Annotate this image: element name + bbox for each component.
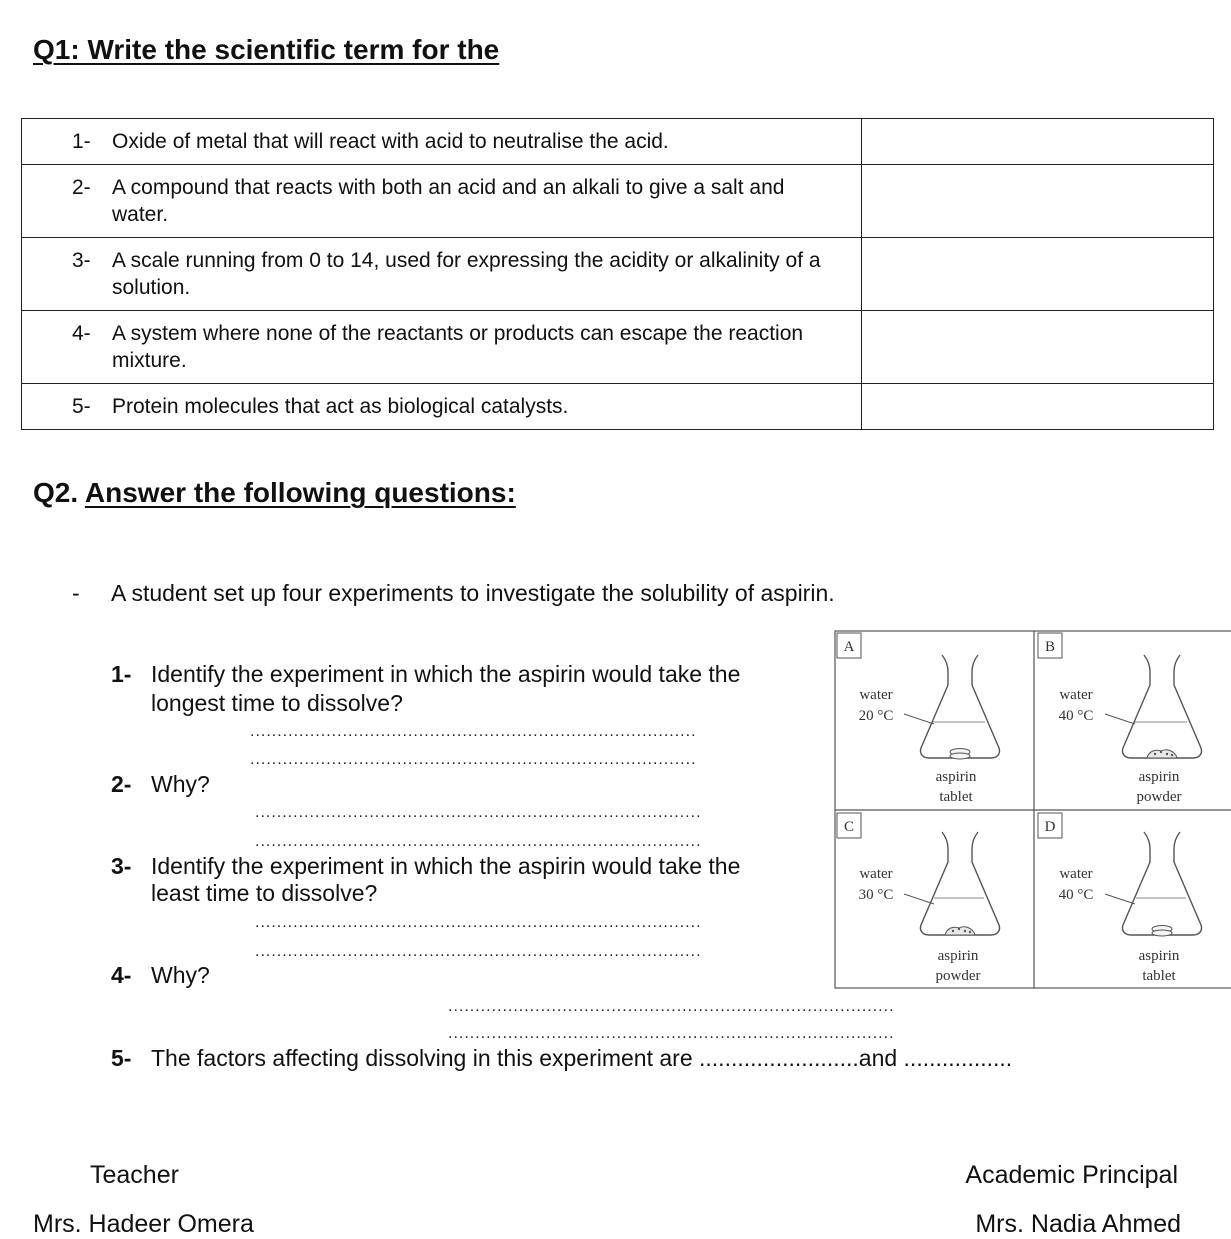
intro-bullet: - xyxy=(72,580,80,606)
question-cell xyxy=(22,311,862,384)
experiment-d-panel xyxy=(1038,813,1202,984)
solid-label: aspirin xyxy=(935,769,977,785)
item-number: 5- xyxy=(72,395,91,418)
answer-line[interactable]: .................................................................................. xyxy=(255,943,702,960)
teacher-name: Mrs. Hadeer Omera xyxy=(33,1210,254,1238)
item-number: 2- xyxy=(72,176,91,199)
flask-icon xyxy=(1122,832,1201,935)
question-number: 2- xyxy=(111,771,132,797)
flask-icon xyxy=(920,655,999,758)
experiment-b-panel xyxy=(1038,633,1202,805)
q2-heading xyxy=(33,477,516,509)
question-cell xyxy=(22,384,862,430)
question-text: The factors affecting dissolving in this experiment are xyxy=(151,1045,693,1071)
answer-blank[interactable]: ................. xyxy=(903,1045,1013,1071)
answer-line[interactable]: .................................................................................. xyxy=(255,914,702,931)
question-text: Why? xyxy=(151,962,210,988)
answer-line[interactable]: .................................................................................. xyxy=(448,1025,895,1042)
solid-label: aspirin xyxy=(1138,769,1180,785)
and-text: and xyxy=(858,1045,898,1071)
aspirin-experiments-diagram xyxy=(834,630,1231,990)
flask-icon xyxy=(920,832,999,935)
question-text-cont: longest time to dissolve? xyxy=(151,690,403,716)
solid-label: aspirin xyxy=(1138,948,1180,964)
flask-icon xyxy=(1122,655,1201,758)
powder-icon xyxy=(945,927,975,935)
liquid-label: water xyxy=(859,866,893,882)
principal-role: Academic Principal xyxy=(965,1161,1178,1189)
experiment-a-panel xyxy=(837,633,1000,805)
temperature-label: 30 °C xyxy=(858,887,894,903)
question-5 xyxy=(111,1045,1012,1072)
question-2 xyxy=(111,771,210,798)
terms-table xyxy=(21,118,1214,430)
item-number: 1- xyxy=(72,130,91,153)
table-row xyxy=(22,311,1214,384)
answer-cell[interactable] xyxy=(861,119,1213,165)
panel-label: D xyxy=(1044,819,1056,835)
question-3 xyxy=(111,853,740,880)
item-text: A scale running from 0 to 14, used for expressing the acidity or alkalinity of a solution. xyxy=(112,249,821,299)
answer-cell[interactable] xyxy=(861,165,1213,238)
question-text: Why? xyxy=(151,771,210,797)
table-row xyxy=(22,238,1214,311)
answer-line[interactable]: .................................................................................. xyxy=(255,804,702,821)
temperature-label: 20 °C xyxy=(858,708,894,724)
principal-name: Mrs. Nadia Ahmed xyxy=(975,1210,1181,1238)
temperature-label: 40 °C xyxy=(1058,708,1094,724)
liquid-label: water xyxy=(1059,687,1093,703)
answer-blank[interactable]: ......................... xyxy=(699,1045,859,1071)
item-text: A compound that reacts with both an acid and an alkali to give a salt and water. xyxy=(112,176,785,226)
answer-line[interactable]: .................................................................................. xyxy=(255,833,702,850)
q1-title: Q1: Write the scientific term for the xyxy=(33,34,500,65)
question-4 xyxy=(111,962,210,989)
question-cell xyxy=(22,119,862,165)
solid-label: aspirin xyxy=(937,948,979,964)
answer-line[interactable]: .................................................................................. xyxy=(250,751,697,768)
answer-line[interactable]: .................................................................................. xyxy=(250,723,697,740)
item-text: Protein molecules that act as biological catalysts. xyxy=(112,395,569,418)
question-cell xyxy=(22,165,862,238)
table-row xyxy=(22,384,1214,430)
question-cell xyxy=(22,238,862,311)
q2-prefix: Q2. xyxy=(33,477,79,508)
item-text: A system where none of the reactants or products can escape the reaction mixture. xyxy=(112,322,804,372)
powder-icon xyxy=(1147,750,1177,758)
experiment-c-panel xyxy=(837,813,1000,984)
question-text-cont: least time to dissolve? xyxy=(151,880,378,906)
question-number: 4- xyxy=(111,962,132,988)
tablet-icon xyxy=(1152,926,1172,937)
temperature-label: 40 °C xyxy=(1058,887,1094,903)
question-number: 3- xyxy=(111,853,132,879)
liquid-label: water xyxy=(1059,866,1093,882)
intro-text: A student set up four experiments to investigate the solubility of aspirin. xyxy=(111,580,835,606)
question-number: 5- xyxy=(111,1045,132,1071)
teacher-role: Teacher xyxy=(90,1161,179,1189)
solid-form-label: tablet xyxy=(1142,968,1176,984)
solid-form-label: tablet xyxy=(939,789,973,805)
panel-label: C xyxy=(843,819,855,835)
item-number: 3- xyxy=(72,249,91,272)
table-row xyxy=(22,165,1214,238)
item-text: Oxide of metal that will react with acid to neutralise the acid. xyxy=(112,130,669,153)
q2-title: Answer the following questions: xyxy=(84,477,516,508)
liquid-label: water xyxy=(859,687,893,703)
answer-cell[interactable] xyxy=(861,311,1213,384)
question-text: Identify the experiment in which the aspirin would take the xyxy=(151,853,741,879)
item-number: 4- xyxy=(72,322,91,345)
question-text: Identify the experiment in which the aspirin would take the xyxy=(151,661,741,687)
panel-label: A xyxy=(843,639,855,655)
answer-cell[interactable] xyxy=(861,238,1213,311)
question-1 xyxy=(111,661,740,688)
answer-cell[interactable] xyxy=(861,384,1213,430)
table-row xyxy=(22,119,1214,165)
solid-form-label: powder xyxy=(1136,789,1182,805)
solid-form-label: powder xyxy=(935,968,981,984)
panel-label: B xyxy=(1044,639,1056,655)
question-number: 1- xyxy=(111,661,132,687)
answer-line[interactable]: .................................................................................. xyxy=(448,998,895,1015)
tablet-icon xyxy=(950,749,970,760)
